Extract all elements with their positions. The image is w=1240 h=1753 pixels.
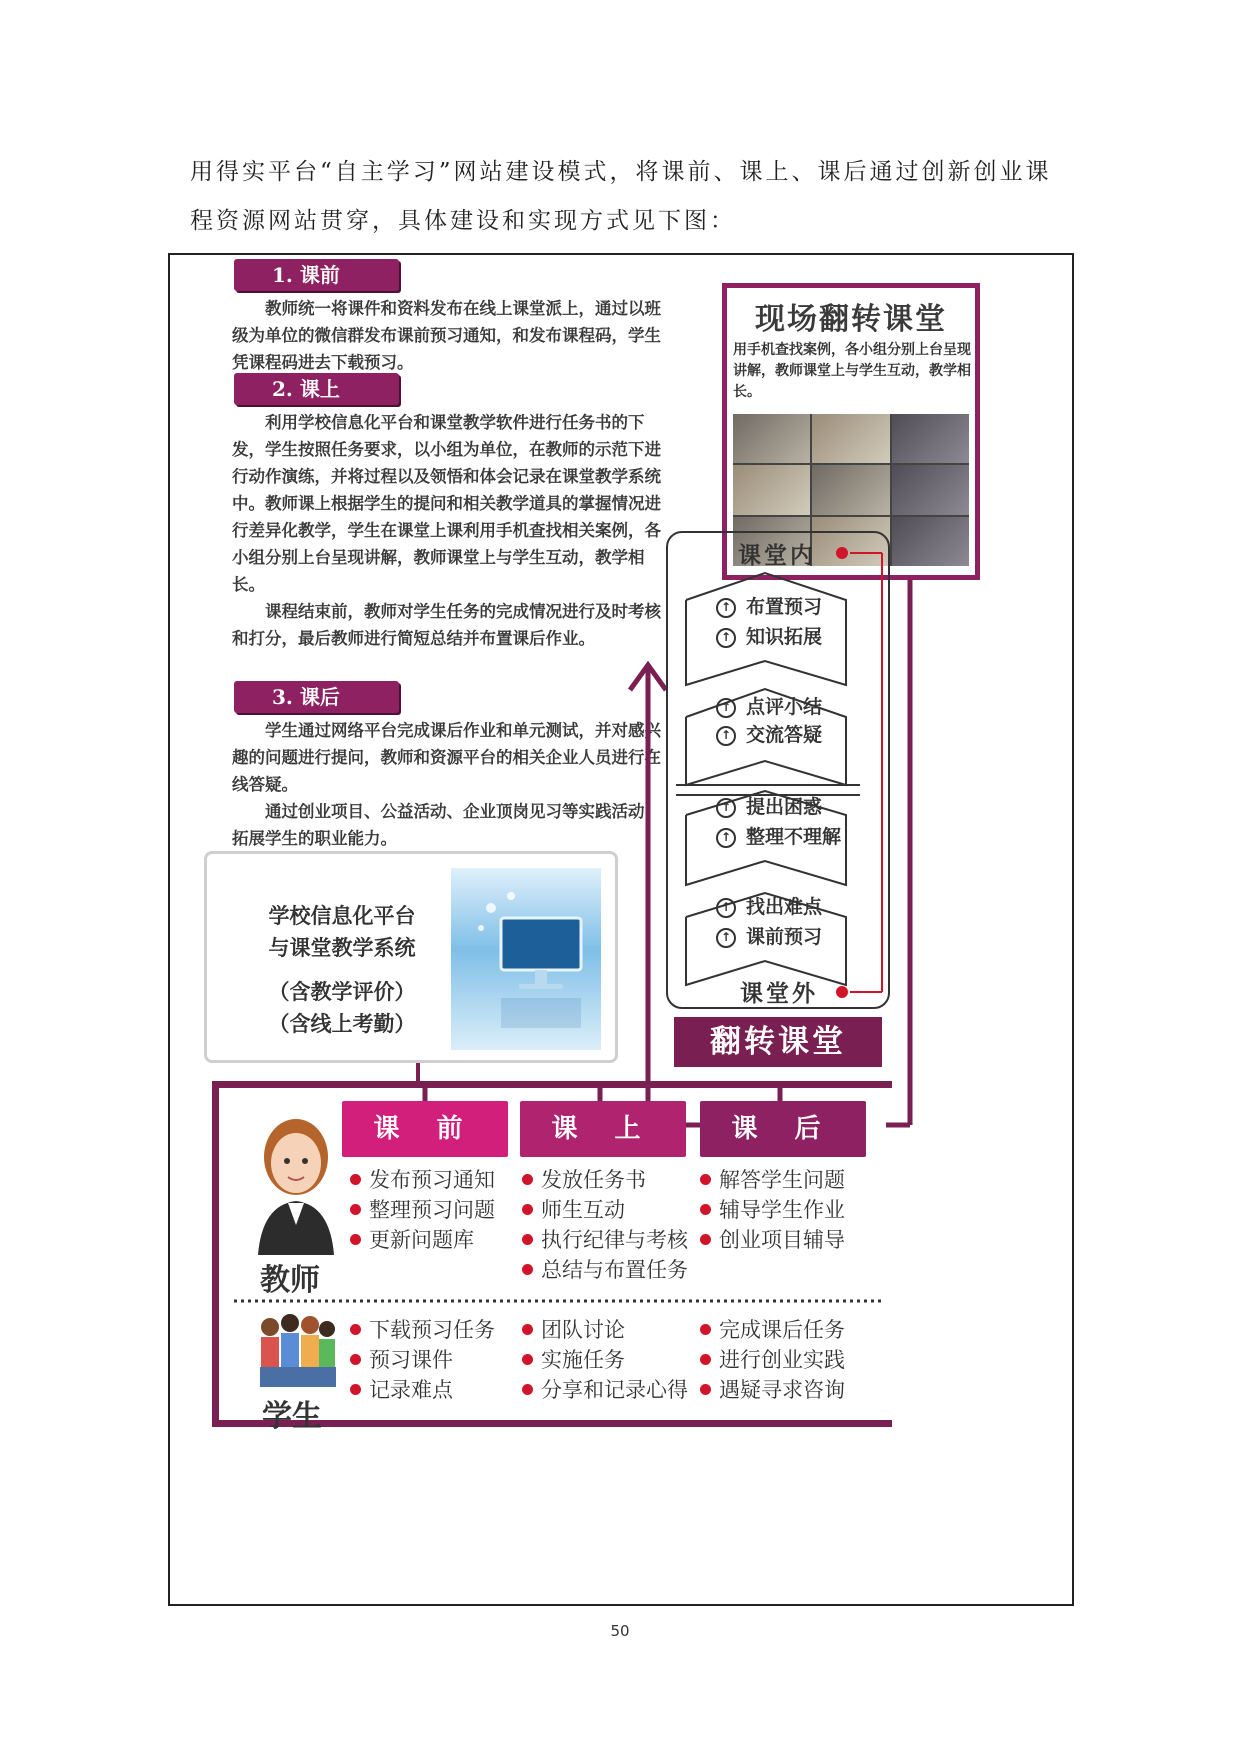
list-item: 总结与布置任务 [522,1255,688,1285]
flow-item: ↑ 提出困惑 [716,793,822,821]
section-tag-after-class: 3. 课后 [234,681,399,713]
arrow-up-circle-icon: ↑ [716,628,736,648]
flow-item: ↑ 布置预习 [716,593,822,621]
flow-item: ↑ 整理不理解 [716,823,841,851]
list-item: 遇疑寻求咨询 [700,1375,845,1405]
intro-paragraph: 用得实平台“自主学习”网站建设模式，将课前、课上、课后通过创新创业课程资源网站贯穿，具体建设和实现方式见下图： [190,159,1052,234]
flow-item: ↑ 知识拓展 [716,623,822,651]
students-avatar [252,1311,338,1391]
student-label: 学生 [262,1399,322,1434]
arrow-up-circle-icon: ↑ [716,928,736,948]
teacher-avatar [246,1105,346,1255]
list-item: 分享和记录心得 [522,1375,688,1405]
arrow-up-circle-icon: ↑ [716,898,736,918]
list-item: 完成课后任务 [700,1315,845,1345]
list-item: 进行创业实践 [700,1345,845,1375]
teacher-label: 教师 [260,1263,320,1298]
list-item: 整理预习问题 [350,1195,495,1225]
flow-item: ↑ 点评小结 [716,693,822,721]
arrow-up-circle-icon: ↑ [716,698,736,718]
list-item: 团队讨论 [522,1315,625,1345]
flow-item: ↑ 找出难点 [716,893,822,921]
list-item: 记录难点 [350,1375,453,1405]
onsite-description: 用手机查找案例，各小组分别上台呈现讲解，教师课堂上与学生互动，教学相长。 [733,342,971,400]
column-header-in: 课 上 [520,1101,686,1157]
list-item: 更新问题库 [350,1225,474,1255]
list-item: 师生互动 [522,1195,625,1225]
list-item: 辅导学生作业 [700,1195,845,1225]
onsite-title: 现场翻转课堂 [755,302,947,337]
flow-item: ↑ 交流答疑 [716,721,822,749]
page-number: 50 [610,1622,630,1640]
paragraph: 学生通过网络平台完成课后作业和单元测试，并对感兴趣的问题进行提问，教师和资源平台的相关企业人员进行在线答疑。 [232,721,661,794]
list-item: 下载预习任务 [350,1315,495,1345]
flipped-classroom-title: 翻转课堂 [674,1017,882,1067]
platform-box [204,851,618,1063]
bottom-dot [836,986,848,998]
platform-line3: （含教学评价） [268,979,416,1004]
list-item: 发放任务书 [522,1165,646,1195]
list-item: 预习课件 [350,1345,453,1375]
arrow-up-circle-icon: ↑ [716,828,736,848]
column-header-after: 课 后 [700,1101,866,1157]
section-tag-in-class: 2. 课上 [234,373,399,405]
arrow-up-circle-icon: ↑ [716,798,736,818]
list-item: 执行纪律与考核 [522,1225,688,1255]
platform-line2: 与课堂教学系统 [268,935,416,960]
list-item: 创业项目辅导 [700,1225,845,1255]
list-item: 发布预习通知 [350,1165,495,1195]
column-header-before: 课 前 [342,1101,508,1157]
platform-line1: 学校信息化平台 [268,903,416,928]
flow-top-label: 课堂内 [738,543,816,569]
paragraph: 教师统一将课件和资料发布在线上课堂派上，通过以班级为单位的微信群发布课前预习通知，和发布课程码，学生凭课程码进去下载预习。 [232,299,661,372]
paragraph: 利用学校信息化平台和课堂教学软件进行任务书的下发，学生按照任务要求，以小组为单位，在教师的示范下进行动作演练，并将过程以及领悟和体会记录在课堂教学系统中。教师课上根据学生的提问和相关教学道具的掌握情况进行差异化教学，学生在课堂上课利用手机查找相关案例，各小组分别上台呈现讲解，教师课堂上与学生互动，教学相长。 [232,413,661,594]
teaching-mode-figure [168,253,1074,1606]
flow-bottom-label: 课堂外 [740,981,818,1007]
list-item: 实施任务 [522,1345,625,1375]
paragraph: 课程结束前，教师对学生任务的完成情况进行及时考核和打分，最后教师进行简短总结并布置课后作业。 [232,602,661,648]
list-item: 解答学生问题 [700,1165,845,1195]
flow-item: ↑ 课前预习 [716,923,822,951]
arrow-up-circle-icon: ↑ [716,726,736,746]
platform-line4: （含线上考勤） [268,1011,416,1036]
computer-illustration [451,868,601,1050]
paragraph: 通过创业项目、公益活动、企业顶岗见习等实践活动，拓展学生的职业能力。 [232,802,661,848]
top-dot [836,547,848,559]
monitor-icon [451,868,601,1050]
section-tag-before-class: 1. 课前 [234,259,399,291]
arrow-up-circle-icon: ↑ [716,598,736,618]
